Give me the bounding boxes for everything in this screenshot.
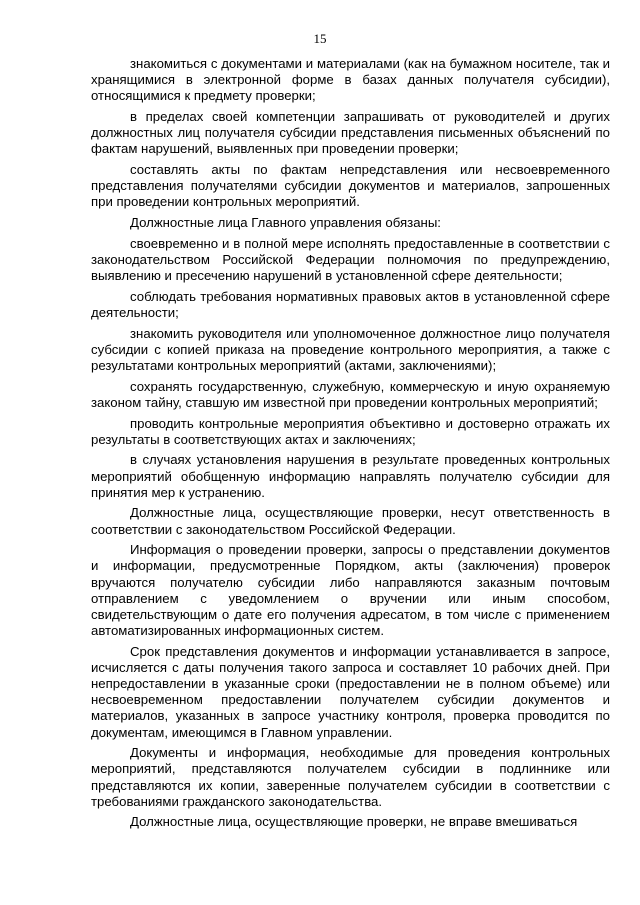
- paragraph-9: проводить контрольные мероприятия объективно и достоверно отражать их результаты в соответствующих актах и заключениях;: [91, 415, 610, 447]
- paragraph-14: Документы и информация, необходимые для проведения контрольных мероприятий, представляются получателем субсидии в подлиннике или представляются их копии, заверенные получателем субсидии в соответствии с требованиями гражданского законодательства.: [91, 745, 610, 809]
- paragraph-7: знакомить руководителя или уполномоченное должностное лицо получателя субсидии с копией приказа на проведение контрольного мероприятия, а также с результатами контрольных мероприятий (актами, заключениями);: [91, 325, 610, 373]
- paragraph-5: своевременно и в полной мере исполнять предоставленные в соответствии с законодательством Российской Федерации полномочия по предупреждению, выявлению и пресечению нарушений в установленной сфере деятельности;: [91, 235, 610, 284]
- paragraph-4: Должностные лица Главного управления обязаны:: [130, 215, 441, 231]
- paragraph-1: знакомиться с документами и материалами (как на бумажном носителе, так и хранящимися в электронной форме в базах данных получателя субсидии), относящимися к предмету проверки;: [91, 56, 610, 104]
- paragraph-12: Информация о проведении проверки, запросы о представлении документов и информации, предусмотренные Порядком, акты (заключения) проверок вручаются получателю субсидии либо направляются заказным почтовым отправлением с уведомлением о вручении или иным способом, свидетельствующим о дате его получения адресатом, в том числе с применением автоматизированных информационных систем.: [91, 542, 610, 639]
- paragraph-6: соблюдать требования нормативных правовых актов в установленной сфере деятельности;: [91, 288, 610, 320]
- paragraph-15: Должностные лица, осуществляющие проверки, не вправе вмешиваться: [130, 814, 578, 830]
- paragraph-3: составлять акты по фактам непредставления или несвоевременного представления получателями субсидии документов и материалов, запрошенных при проведении контрольных мероприятий.: [91, 162, 610, 210]
- page-number: 15: [313, 31, 327, 46]
- paragraph-11: Должностные лица, осуществляющие проверки, несут ответственность в соответствии с законодательством Российской Федерации.: [91, 505, 610, 537]
- paragraph-13: Срок представления документов и информации устанавливается в запросе, исчисляется с даты получения такого запроса и составляет 10 рабочих дней. При непредоставлении в указанные сроки (предоставлении не в полном объеме) или несвоевременном предоставлении получателем субсидии документов и материалов, указанных в запросе участнику контроля, проверка проводится по документам, имеющимся в Главном управлении.: [91, 643, 610, 740]
- paragraph-8: сохранять государственную, служебную, коммерческую и иную охраняемую законом тайну, ставшую им известной при проведении контрольных мероприятий;: [91, 378, 610, 410]
- paragraph-10: в случаях установления нарушения в результате проведенных контрольных мероприятий обобщенную информацию направлять получателю субсидии для принятия мер к устранению.: [91, 452, 610, 500]
- paragraph-2: в пределах своей компетенции запрашивать от руководителей и других должностных лиц получателя субсидии представления письменных объяснений по фактам нарушений, выявленных при проведении проверки;: [91, 109, 610, 157]
- document-body: [91, 56, 610, 831]
